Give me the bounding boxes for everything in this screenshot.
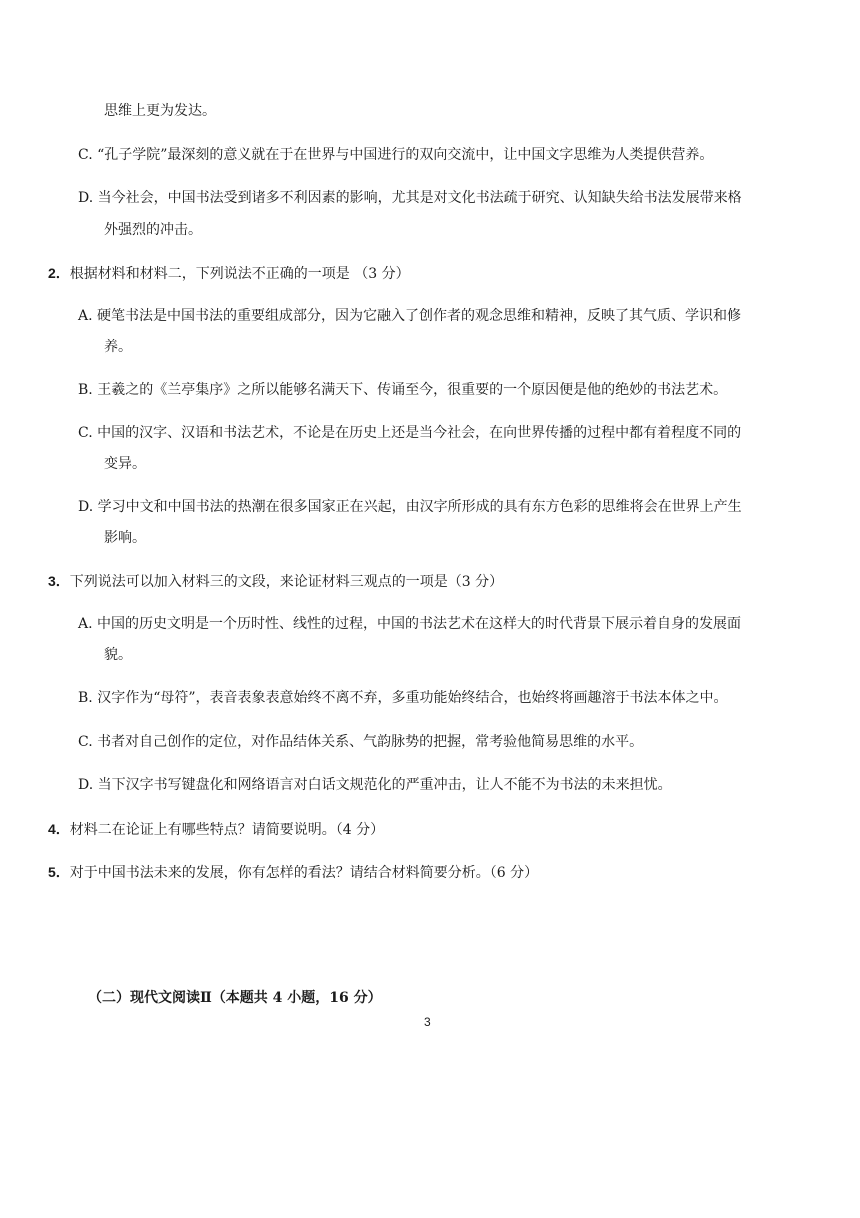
question-text: 对于中国书法未来的发展，你有怎样的看法？请结合材料简要分析。（6 分） <box>69 865 539 881</box>
question-3-stem <box>48 571 503 592</box>
question-text: 根据材料和材料二，下列说法不正确的一项是 （3 分） <box>69 266 410 282</box>
question-text: 材料二在论证上有哪些特点？请简要说明。（4 分） <box>69 822 385 838</box>
q3-option-a-cont: 貌。 <box>104 647 132 663</box>
q2-option-b: B. 王羲之的《兰亭集序》之所以能够名满天下、传诵至今，很重要的一个原因便是他的绝妙的书法艺术。 <box>78 382 728 398</box>
q2-option-c-cont: 变异。 <box>104 456 146 472</box>
page-number: 3 <box>424 1015 431 1029</box>
question-number: 5． <box>48 864 70 880</box>
q2-option-d: D. 学习中文和中国书法的热潮在很多国家正在兴起，由汉字所形成的具有东方色彩的思维将会在世界上产生 <box>78 499 742 515</box>
q2-option-d-cont: 影响。 <box>104 530 146 546</box>
section-heading: （二）现代文阅读Ⅱ（本题共 4 小题，16 分） <box>88 990 382 1006</box>
q3-option-a: A. 中国的历史文明是一个历时性、线性的过程，中国的书法艺术在这样大的时代背景下展示着自身的发展面 <box>78 616 742 632</box>
question-4-stem <box>48 819 384 840</box>
q1-option-d-cont: 外强烈的冲击。 <box>104 222 202 238</box>
q2-option-a: A. 硬笔书法是中国书法的重要组成部分，因为它融入了创作者的观念思维和精神，反映了其气质、学识和修 <box>78 308 742 324</box>
question-number: 4． <box>48 821 70 837</box>
q3-option-c: C. 书者对自己创作的定位，对作品结体关系、气韵脉势的把握，常考验他简易思维的水平。 <box>78 734 644 750</box>
continuation-text: 思维上更为发达。 <box>104 103 216 119</box>
q1-option-c: C. “孔子学院”最深刻的意义就在于在世界与中国进行的双向交流中，让中国文字思维为人类提供营养。 <box>78 147 714 163</box>
q2-option-c: C. 中国的汉字、汉语和书法艺术，不论是在历史上还是当今社会，在向世界传播的过程中都有着程度不同的 <box>78 425 742 441</box>
question-text: 下列说法可以加入材料三的文段，来论证材料三观点的一项是（3 分） <box>69 574 504 590</box>
question-5-stem <box>48 862 538 883</box>
q3-option-d: D. 当下汉字书写键盘化和网络语言对白话文规范化的严重冲击，让人不能不为书法的未来担忧。 <box>78 777 672 793</box>
question-number: 2． <box>48 265 70 281</box>
q1-option-d: D. 当今社会，中国书法受到诸多不利因素的影响，尤其是对文化书法疏于研究、认知缺失给书法发展带来格 <box>78 190 742 206</box>
q3-option-b: B. 汉字作为“母符”，表音表象表意始终不离不弃，多重功能始终结合，也始终将画趣溶于书法本体之中。 <box>78 690 728 706</box>
q2-option-a-cont: 养。 <box>104 339 132 355</box>
question-number: 3． <box>48 573 70 589</box>
question-2-stem <box>48 263 410 284</box>
